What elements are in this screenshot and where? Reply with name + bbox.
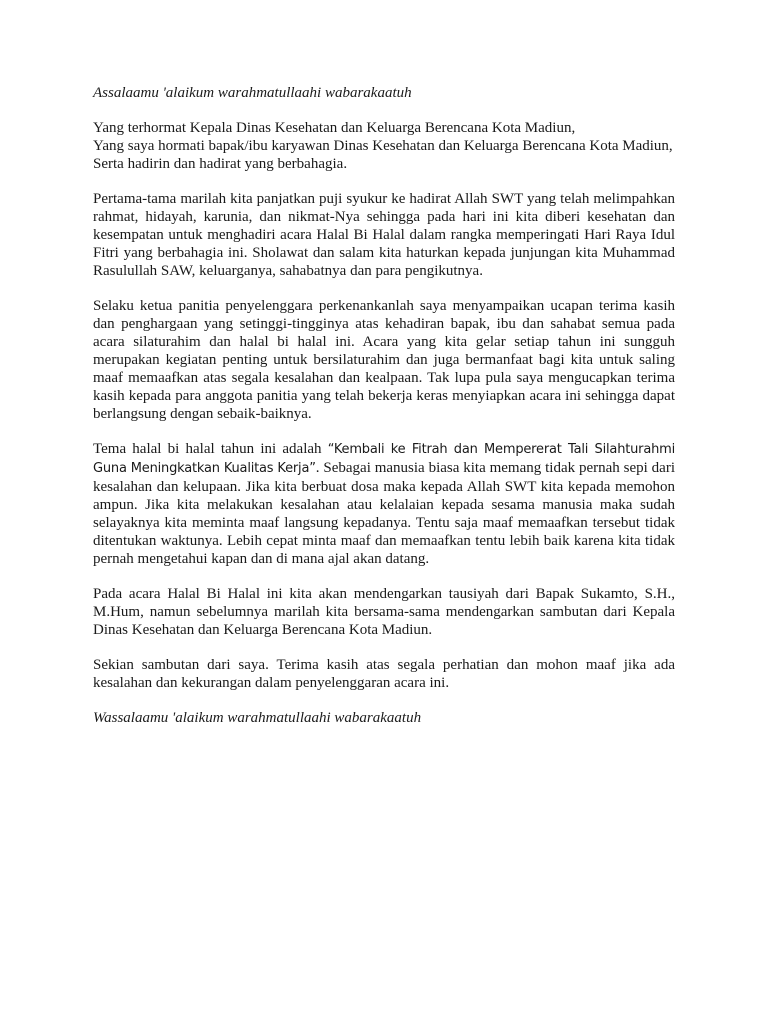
salutation-line-3: Serta hadirin dan hadirat yang berbahagia. [93,156,348,172]
salutation-paragraph [93,119,675,173]
theme-quote-text: “Kembali ke Fitrah dan Mempererat Tali Silahturahmi Guna Meningkatkan Kualitas Kerja” [93,442,676,476]
paragraph-agenda: Pada acara Halal Bi Halal ini kita akan mendengarkan tausiyah dari Bapak Sukamto, S.H., M.Hum, namun sebelumnya marilah kita bersama-sama mendengarkan sambutan dari Kepala Dinas Kesehatan dan Keluarga Berencana Kota Madiun. [93,586,675,638]
opening-greeting: Assalaamu 'alaikum warahmatullaahi wabarakaatuh [93,85,412,101]
theme-rest-text: . Sebagai manusia biasa kita memang tidak pernah sepi dari kesalahan dan kelupaan. Jika kita berbuat dosa maka kepada Allah SWT kita kepada memohon ampun. Jika kita melakukan kesalahan atau kelalaian kepada sesama manusia maka sudah selayaknya kita meminta maaf langsung kepadanya. Tentu saja maaf memaafkan tersebut tidak ditentukan waktunya. Lebih cepat minta maaf dan memaafkan tentu lebih baik karena kita tidak pernah mengetahui kapan dan di mana ajal akan datang. [93,460,675,567]
salutation-line-2: Yang saya hormati bapak/ibu karyawan Dinas Kesehatan dan Keluarga Berencana Kota Madiun, [93,138,673,154]
paragraph-closing-remarks: Sekian sambutan dari saya. Terima kasih atas segala perhatian dan mohon maaf jika ada kesalahan dan kekurangan dalam penyelenggaran acara ini. [93,657,675,691]
theme-intro-text: Tema halal bi halal tahun ini adalah [93,441,328,457]
paragraph-opening-praise: Pertama-tama marilah kita panjatkan puji syukur ke hadirat Allah SWT yang telah melimpahkan rahmat, hidayah, karunia, dan nikmat-Nya sehingga pada hari ini kita diberi kesehatan dan kesempatan untuk menghadiri acara Halal Bi Halal dalam rangka memperingati Hari Raya Idul Fitri yang berbahagia ini. Sholawat dan salam kita haturkan kepada junjungan kita Muhammad Rasulullah SAW, keluarganya, sahabatnya dan para pengikutnya. [93,191,675,279]
document-page [93,84,675,727]
closing-greeting: Wassalaamu 'alaikum warahmatullaahi wabarakaatuh [93,710,422,726]
paragraph-theme [93,440,675,568]
salutation-line-1: Yang terhormat Kepala Dinas Kesehatan dan Keluarga Berencana Kota Madiun, [93,120,576,136]
paragraph-thanks: Selaku ketua panitia penyelenggara perkenankanlah saya menyampaikan ucapan terima kasih dan penghargaan yang setinggi-tingginya atas kehadiran bapak, ibu dan sahabat semua pada acara silaturahim dan halal bi halal ini. Acara yang kita gelar setiap tahun ini sungguh merupakan kegiatan penting untuk bersilaturahim dan juga bermanfaat bagi kita untuk saling maaf memaafkan atas segala kesalahan dan kealpaan. Tak lupa pula saya mengucapkan terima kasih kepada para anggota panitia yang telah bekerja keras menyiapkan acara ini sehingga dapat berlangsung dengan sebaik-baiknya. [93,298,675,422]
